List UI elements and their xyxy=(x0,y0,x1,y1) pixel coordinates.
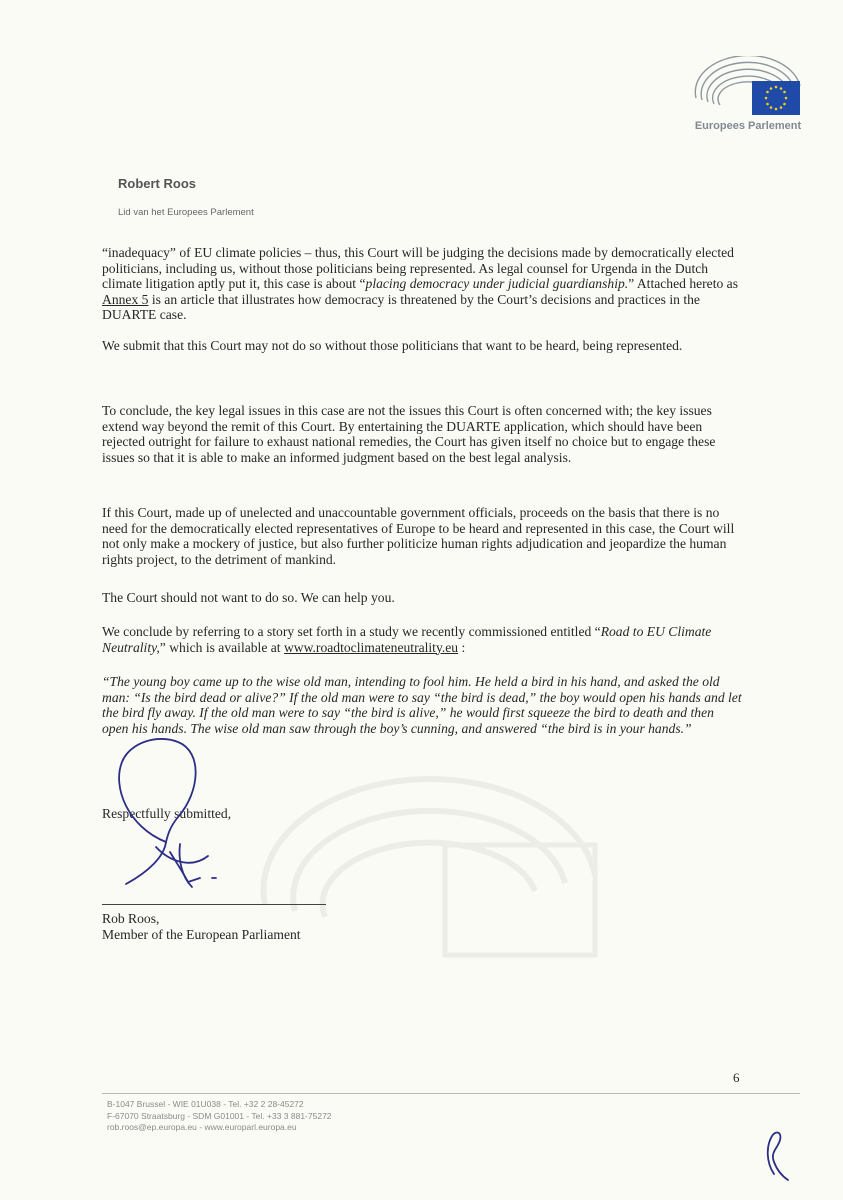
footer-divider xyxy=(102,1093,800,1094)
p1-italic: placing democracy under judicial guardianship. xyxy=(365,276,629,292)
quote-paragraph xyxy=(102,674,742,736)
study-link[interactable]: www.roadtoclimateneutrality.eu xyxy=(283,639,459,655)
european-parliament-logo xyxy=(692,56,804,136)
p1-text-b: ” Attached hereto as xyxy=(628,276,739,292)
annex-5-reference: Annex 5 xyxy=(102,291,149,307)
p6-italic: Road to EU Climate Neutrality, xyxy=(102,624,712,655)
p1-text-c: is an article that illustrates how democracy is threatened by the Court’s decisions and practices in the DUARTE case. xyxy=(102,291,700,323)
handwritten-signature xyxy=(108,732,228,897)
paragraph-3 xyxy=(102,403,742,465)
p1-text-a: “inadequacy” of EU climate policies – thus, this Court will be judging the decisions made by democratically elected politicians, including us, without those politicians being represented. As legal counsel for Urgenda in the Dutch climate litigation aptly put it, this case is about “ xyxy=(102,245,734,292)
p6-text-a: We conclude by referring to a story set forth in a study we recently commissioned entitled “ xyxy=(102,624,601,639)
p2-text: We submit that this Court may not do so without those politicians that want to be heard, being represented. xyxy=(102,338,683,353)
sender-name: Robert Roos xyxy=(118,176,196,191)
european-parliament-hemicycle-flag-icon xyxy=(692,56,804,120)
signer-title: Member of the European Parliament xyxy=(102,926,301,942)
p5-text: The Court should not want to do so. We can help you. xyxy=(102,590,395,605)
footer-strasbourg: F-67070 Straatsburg - SDM G01001 - Tel. +33 3 881-75272 xyxy=(107,1110,332,1121)
footer-contact: rob.roos@ep.europa.eu - www.europarl.europa.eu xyxy=(107,1122,297,1132)
signature-line xyxy=(102,904,326,905)
salutation-text: Respectfully submitted, xyxy=(102,806,232,821)
paragraph-5 xyxy=(102,590,742,606)
signer-block xyxy=(102,911,402,942)
signer-name: Rob Roos, xyxy=(102,911,160,926)
sender-role: Lid van het Europees Parlement xyxy=(118,207,254,218)
quote-text: “The young boy came up to the wise old man, intending to fool him. He held a bird in his hand, and asked the old man: “Is the bird dead or alive?” If the old man were to say “the bird is dead,” the boy would open his hands and let the bird fly away. If the old man were to say “the bird is alive,” he would first squeeze the bird to death and then open his hands. The wise old man saw through the boy’s cunning, and answered “the bird is in your hands.” xyxy=(102,674,742,736)
p3-text: To conclude, the key legal issues in this case are not the issues this Court is often concerned with; the key issues extend way beyond the remit of this Court. By entertaining the DUARTE application, which should have been rejected outright for failure to exhaust national remedies, the Court has given itself no choice but to engage these issues so that it is able to make an informed judgment based on the best legal analysis. xyxy=(102,403,716,465)
paragraph-2 xyxy=(102,338,742,354)
handwritten-initial xyxy=(760,1128,800,1183)
page-number: 6 xyxy=(733,1070,740,1085)
paragraph-4 xyxy=(102,505,742,567)
p6-text-b: ” which is available at xyxy=(159,639,284,655)
footer xyxy=(107,1099,332,1134)
footer-brussels: B-1047 Brussel - WIE 01U038 - Tel. +32 2 28-45272 xyxy=(107,1099,304,1109)
p6-text-c: : xyxy=(458,639,466,655)
paragraph-6 xyxy=(102,624,742,655)
paragraph-1 xyxy=(102,245,742,323)
p4-text: If this Court, made up of unelected and unaccountable government officials, proceeds on the basis that there is no need for the democratically elected representatives of Europe to be heard and represented in this case, the Court will not only make a mockery of justice, but also further politicize human rights adjudication and jeopardize the human rights project, to the detriment of mankind. xyxy=(102,505,735,567)
logo-name: Europees Parlement xyxy=(694,120,802,132)
